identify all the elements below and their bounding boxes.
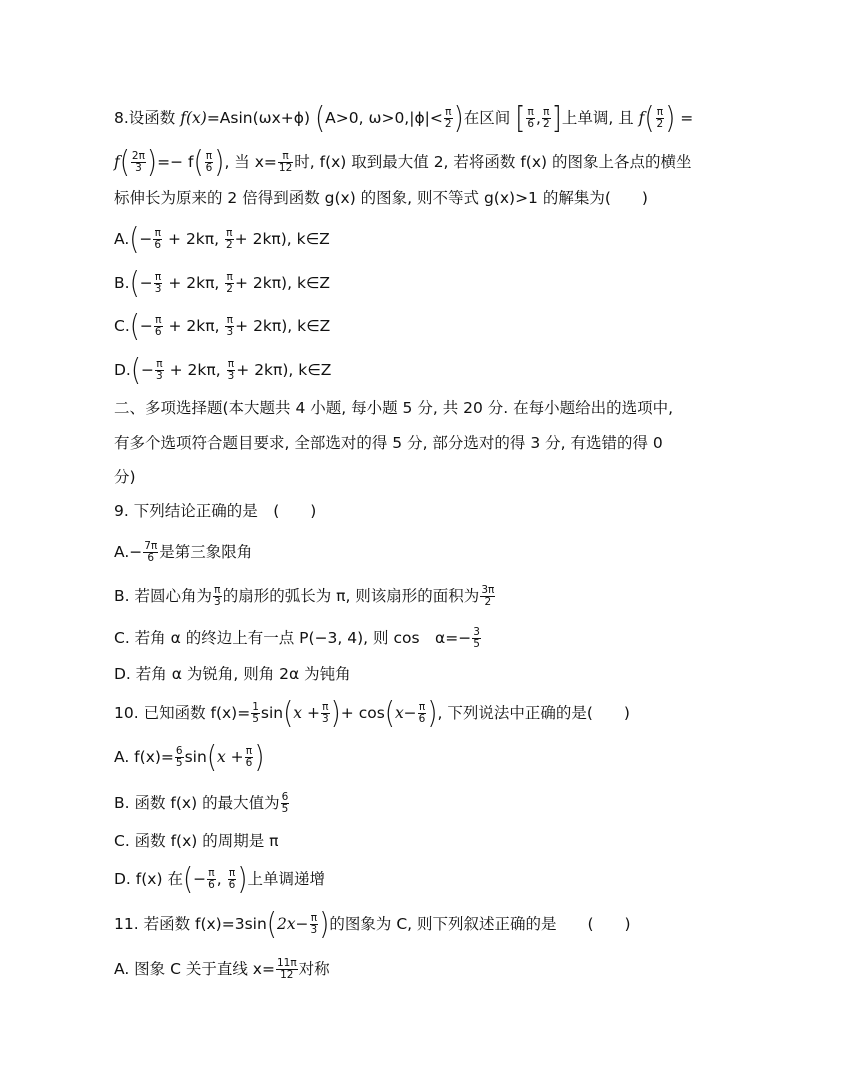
q10-option-a: [114, 740, 265, 775]
option-suffix: + 2kπ), k∈Z: [235, 317, 331, 335]
q8-f: f: [114, 153, 120, 171]
q8-text: 时, f(x) 取到最大值 2, 若将函数 f(x) 的图象上各点的横坐: [294, 153, 692, 171]
section2-line3: 分): [114, 468, 136, 486]
option-suffix: + 2kπ), k∈Z: [234, 274, 331, 292]
denominator: 2: [225, 239, 233, 251]
denominator: 6: [228, 879, 236, 891]
denominator: 3: [227, 370, 235, 382]
q8-option-c: [114, 309, 331, 344]
numerator: π: [205, 150, 213, 162]
q8-eq: =Asin(ωx+ϕ): [206, 109, 311, 127]
fraction: [207, 868, 216, 891]
fraction: [205, 151, 214, 174]
numerator: 3π: [481, 584, 495, 596]
q9-option-b: [114, 585, 496, 608]
fraction: [656, 107, 665, 130]
numerator: π: [214, 584, 221, 596]
fraction: [276, 958, 298, 981]
sign: −: [193, 870, 207, 888]
q8-func: f(x): [180, 109, 207, 127]
term: + 2kπ,: [163, 274, 225, 292]
numerator: 2π: [131, 150, 145, 162]
fraction: [143, 541, 158, 564]
option-text: D. f(x) 在: [114, 870, 183, 888]
denominator: 6: [527, 118, 535, 130]
paren: ): [427, 696, 438, 731]
option-text: C. 若角 α 的终边上有一点 P(−3, 4), 则 cos α=−: [114, 629, 472, 647]
comma: ,: [536, 109, 541, 127]
sign: −: [139, 274, 153, 292]
q8-cond: A>0, ω>0,|ϕ|<: [325, 109, 443, 127]
paren: (: [193, 145, 204, 180]
numerator: π: [656, 106, 664, 118]
denominator: 3: [135, 162, 142, 174]
paren: (: [384, 696, 395, 731]
numerator: 1: [252, 701, 259, 713]
option-suffix: + 2kπ), k∈Z: [234, 230, 330, 248]
option-text: A. 图象 C 关于直线 x=: [114, 960, 275, 978]
q9-option-d: D. 若角 α 为锐角, 则角 2α 为钝角: [114, 665, 351, 683]
numerator: π: [227, 358, 235, 370]
numerator: π: [156, 358, 163, 370]
fraction: [227, 359, 236, 382]
arg: x−: [394, 704, 417, 722]
numerator: π: [154, 271, 162, 283]
q9-option-a: [114, 541, 252, 564]
fraction: [154, 315, 163, 338]
q8-line3: 标伸长为原来的 2 倍得到函数 g(x) 的图象, 则不等式 g(x)>1 的解集为( ): [114, 189, 648, 207]
numerator: 3: [473, 626, 480, 638]
denominator: 6: [205, 162, 213, 174]
paren: (: [266, 907, 277, 942]
fraction: [213, 585, 222, 608]
paren: (: [315, 101, 326, 136]
fraction: [480, 585, 495, 608]
q8-option-a: [114, 222, 330, 257]
q8-option-d: [114, 353, 332, 388]
paren: ): [237, 862, 248, 897]
denominator: 2: [484, 596, 492, 608]
q10-option-c: C. 函数 f(x) 的周期是 π: [114, 832, 279, 850]
denominator: 5: [175, 757, 183, 769]
numerator: π: [278, 151, 293, 163]
paren: ): [330, 696, 341, 731]
numerator: π: [208, 867, 215, 879]
fraction: [444, 107, 453, 130]
numerator: π: [310, 912, 318, 924]
q10-option-b: [114, 792, 290, 815]
denominator: 6: [208, 879, 215, 891]
term: + 2kπ,: [163, 230, 224, 248]
fraction: [472, 627, 481, 650]
func-sin: sin: [260, 704, 284, 722]
option-text: B. 函数 f(x) 的最大值为: [114, 794, 280, 812]
numerator: π: [418, 701, 426, 713]
sign: −: [139, 317, 153, 335]
option-suffix: + 2kπ), k∈Z: [236, 361, 332, 379]
numerator: π: [445, 106, 452, 118]
numerator: π: [155, 314, 162, 326]
section2-line1: 二、多项选择题(本大题共 4 小题, 每小题 5 分, 共 20 分. 在每小题给出的选项中,: [114, 399, 674, 417]
numerator: π: [228, 867, 236, 879]
q11-text: 11. 若函数 f(x)=3sin: [114, 915, 267, 933]
numerator: 7π: [144, 540, 158, 552]
denominator: 5: [281, 803, 289, 815]
option-label: B.: [114, 274, 130, 292]
denominator: 5: [473, 638, 480, 650]
eq: =: [680, 109, 694, 127]
option-label: D.: [114, 361, 131, 379]
denominator: 3: [310, 924, 318, 936]
option-text: A. f(x)=: [114, 748, 174, 766]
q8-option-b: [114, 266, 331, 301]
numerator: π: [245, 745, 253, 757]
arg: x +: [293, 704, 320, 722]
q8-line1: [114, 101, 694, 136]
arg: x +: [216, 748, 244, 766]
denominator: 3: [214, 596, 221, 608]
denominator: 3: [226, 326, 234, 338]
paren: (: [129, 309, 140, 344]
numerator: π: [322, 701, 329, 713]
sign: −: [139, 230, 153, 248]
fraction: [526, 107, 535, 130]
paren: (: [644, 101, 655, 136]
q9-option-c: [114, 627, 482, 650]
paren: ): [254, 740, 265, 775]
denominator: 6: [147, 552, 155, 564]
denominator: 3: [156, 370, 163, 382]
fraction: [228, 868, 237, 891]
paren: ): [146, 145, 158, 180]
q10-text: , 下列说法中正确的是( ): [437, 704, 630, 722]
fraction: [153, 228, 162, 251]
paren: (: [182, 862, 194, 897]
option-text: B. 若圆心角为: [114, 587, 212, 605]
q8-line2: [114, 145, 692, 180]
fraction: [175, 746, 184, 769]
option-label: A.: [114, 543, 130, 561]
term: + 2kπ,: [163, 317, 225, 335]
paren: (: [130, 353, 142, 388]
q8-f: f: [638, 109, 645, 127]
fraction: [225, 315, 234, 338]
denominator: 6: [245, 757, 253, 769]
paren: (: [129, 266, 140, 301]
denominator: 3: [321, 713, 329, 725]
numerator: π: [226, 314, 233, 326]
paren: ): [453, 101, 464, 136]
option-text: 对称: [298, 960, 330, 978]
option-label: C.: [114, 317, 130, 335]
fraction: [245, 746, 254, 769]
numerator: 6: [175, 745, 183, 757]
fraction: [321, 702, 330, 725]
q10-option-d: [114, 862, 326, 897]
option-text: 是第三象限角: [159, 543, 253, 561]
paren: ): [665, 101, 676, 136]
fraction: [418, 702, 427, 725]
option-text: 上单调递增: [247, 870, 326, 888]
paren: (: [283, 696, 294, 731]
paren: ): [214, 145, 225, 180]
numerator: π: [543, 106, 550, 118]
numerator: 11π: [276, 957, 297, 969]
denominator: 6: [418, 713, 426, 725]
denominator: 12: [280, 969, 294, 981]
numerator: π: [226, 227, 233, 239]
paren: (: [119, 145, 130, 180]
denominator: 2: [656, 118, 664, 130]
q9-stem: 9. 下列结论正确的是 ( ): [114, 502, 317, 520]
denominator: 6: [154, 326, 162, 338]
q10-stem: [114, 696, 630, 731]
arg: 2x−: [276, 915, 309, 933]
sign: −: [129, 543, 143, 561]
denominator: 2: [542, 118, 550, 130]
q8-text: =− f: [157, 153, 194, 171]
q11-option-a: [114, 958, 330, 981]
bracket: ]: [551, 101, 562, 136]
fraction: [542, 107, 551, 130]
fraction: [155, 359, 164, 382]
sign: −: [141, 361, 155, 379]
denominator: 5: [252, 713, 259, 725]
denominator: 2: [226, 283, 233, 295]
denominator: 2: [444, 118, 452, 130]
q11-stem: [114, 907, 631, 942]
fraction: [225, 272, 234, 295]
denominator: 3: [154, 283, 162, 295]
numerator: 6: [281, 791, 289, 803]
numerator: π: [226, 271, 233, 283]
bracket: [: [515, 101, 526, 136]
paren: ): [319, 907, 330, 942]
denominator: 6: [154, 239, 162, 251]
fraction: [251, 702, 260, 725]
fraction: [278, 151, 293, 174]
term: + 2kπ,: [164, 361, 226, 379]
paren: (: [129, 222, 140, 257]
fraction: [310, 913, 319, 936]
comma: ,: [216, 870, 227, 888]
q8-text: , 当 x=: [224, 153, 277, 171]
numerator: π: [154, 227, 161, 239]
q11-text: 的图象为 C, 则下列叙述正确的是 ( ): [329, 915, 631, 933]
q8-number: 8.设函数: [114, 109, 176, 127]
fraction: [281, 792, 290, 815]
q8-text: 上单调, 且: [561, 109, 634, 127]
fraction: [225, 228, 234, 251]
func-sin: sin: [184, 748, 207, 766]
denominator: 12: [278, 162, 293, 174]
option-label: A.: [114, 230, 130, 248]
numerator: π: [527, 106, 534, 118]
section2-line2: 有多个选项符合题目要求, 全部选对的得 5 分, 部分选对的得 3 分, 有选错的得 0: [114, 434, 663, 452]
func-cos: + cos: [340, 704, 385, 722]
fraction: [154, 272, 163, 295]
option-text: 的扇形的弧长为 π, 则该扇形的面积为: [222, 587, 480, 605]
q8-text: 在区间: [463, 109, 511, 127]
q10-text: 10. 已知函数 f(x)=: [114, 704, 251, 722]
paren: (: [206, 740, 217, 775]
fraction: [131, 151, 146, 174]
